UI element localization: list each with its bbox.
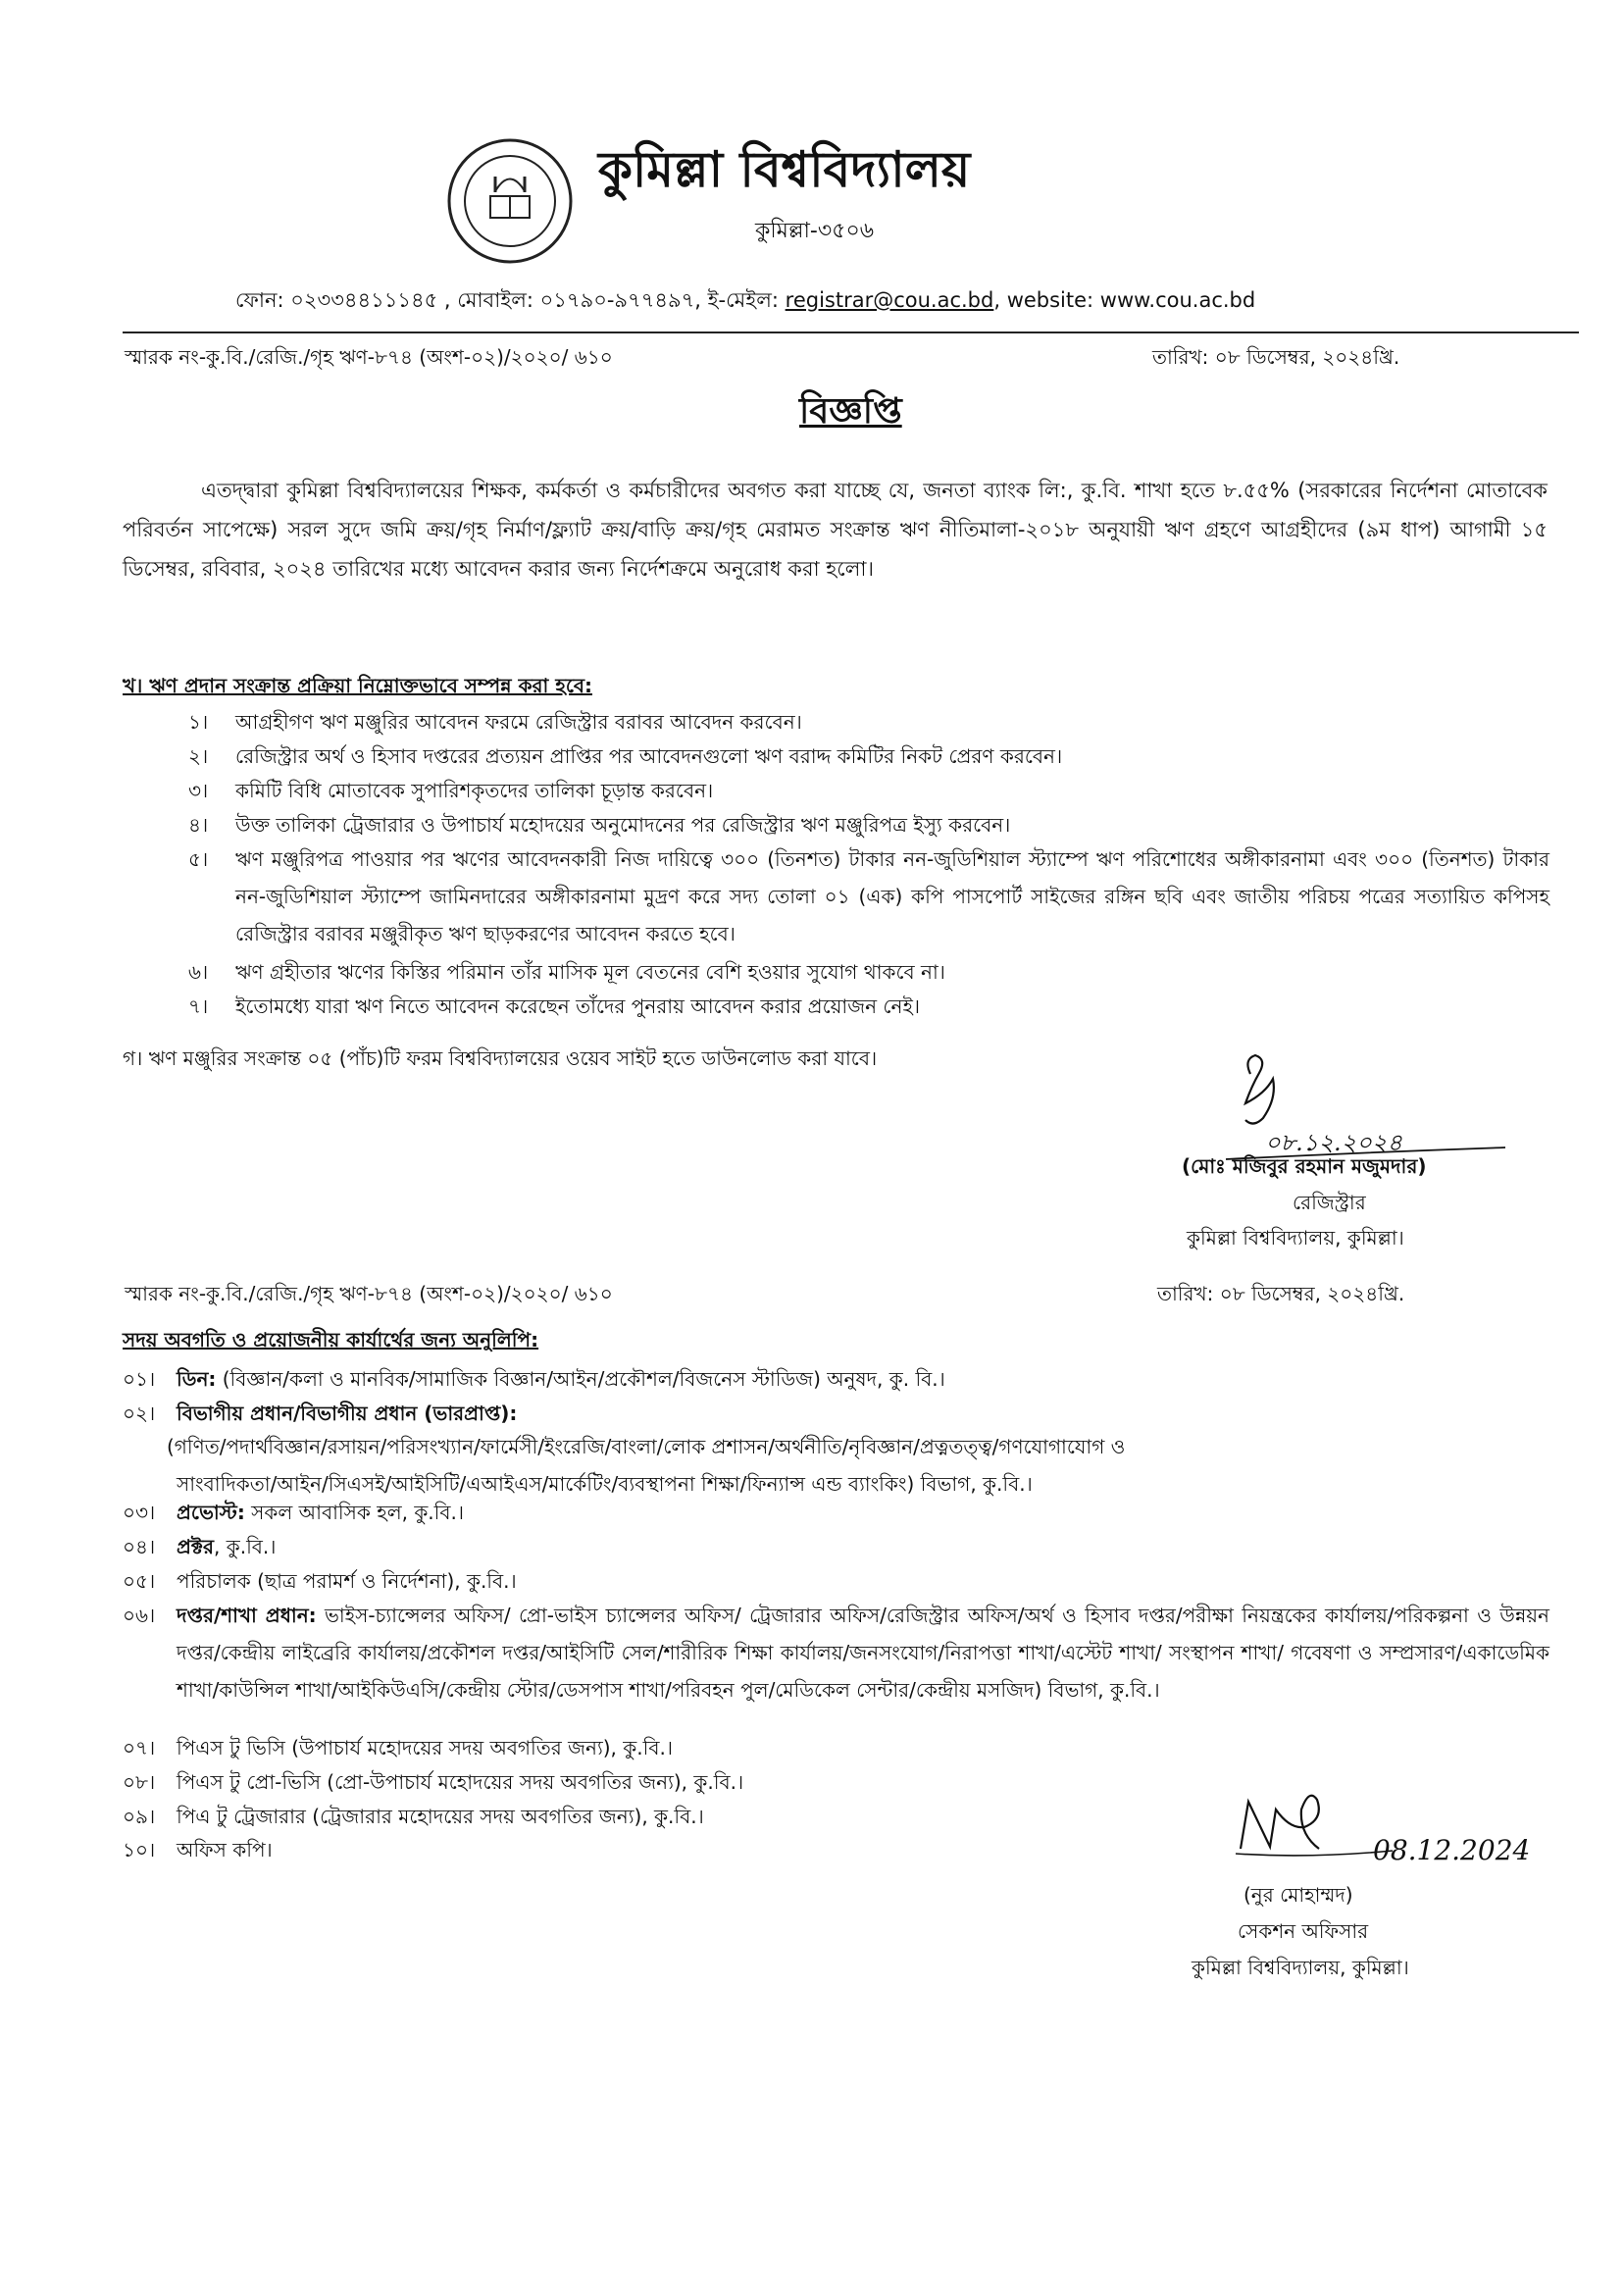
registrar-signature-date: ০৮.১২.২০২৪ — [1265, 1129, 1403, 1156]
kha-num-7: ৭। — [188, 994, 209, 1018]
registrar-title: রেজিস্ট্রার — [1293, 1191, 1366, 1214]
intro-paragraph: এতদ্দ্বারা কুমিল্লা বিশ্ববিদ্যালয়ের শিক্ষক, কর্মকর্তা ও কর্মচারীদের অবগত করা যাচ্ছে যে, জনতা ব্যাংক লি:, কু.বি. শাখা হতে ৮.৫৫% (সরকারের নির্দেশনা মোতাবেক পরিবর্তন সাপেক্ষে) সরল সুদে জমি ক্রয়/গৃহ নির্মাণ/ফ্ল্যাট ক্রয়/বাড়ি ক্রয়/গৃহ মেরামত সংক্রান্ত ঋণ নীতিমালা-২০১৮ অনুযায়ী ঋণ গ্রহণে আগ্রহীদের (৯ম ধাপ) আগামী ১৫ ডিসেম্বর, রবিবার, ২০২৪ তারিখের মধ্যে আবেদন করার জন্য নির্দেশক্রমে অনুরোধ করা হলো। — [123, 479, 1548, 581]
copy-item-3-label: প্রভোস্ট: — [177, 1501, 245, 1524]
copy-heading: সদয় অবগতি ও প্রয়োজনীয় কার্যার্থের জন্য অনুলিপি: — [123, 1328, 539, 1351]
copy-num-8: ০৮। — [123, 1770, 156, 1794]
kha-num-6: ৬। — [188, 960, 209, 984]
section-ga: গ। ঋণ মঞ্জুরির সংক্রান্ত ০৫ (পাঁচ)টি ফরম বিশ্ববিদ্যালয়ের ওয়েব সাইট হতে ডাউনলোড করা যাবে। — [123, 1046, 878, 1070]
registrar-name: (মোঃ মজিবুর রহমান মজুমদার) — [1182, 1154, 1427, 1178]
copy-num-5: ০৫। — [123, 1569, 156, 1593]
copy-item-4-label: প্রক্টর — [177, 1535, 214, 1558]
copy-num-3: ০৩। — [123, 1501, 156, 1524]
copy-item-10: অফিস কপি। — [177, 1838, 273, 1861]
kha-num-2: ২। — [188, 744, 209, 768]
copy-num-4: ০৪। — [123, 1535, 156, 1558]
section-kha-heading: খ। ঋণ প্রদান সংক্রান্ত প্রক্রিয়া নিম্নোক্তভাবে সম্পন্ন করা হবে: — [123, 674, 592, 697]
copy-item-4-text: , কু.বি.। — [214, 1535, 277, 1558]
kha-item-5: ঋণ মঞ্জুরিপত্র পাওয়ার পর ঋণের আবেদনকারী নিজ দায়িত্বে ৩০০ (তিনশত) টাকার নন-জুডিশিয়াল স্ট্যাম্পে ঋণ পরিশোধের অঙ্গীকারনামা এবং ৩০০ (তিনশত) টাকার নন-জুডিশিয়াল স্ট্যাম্পে জামিনদারের অঙ্গীকারনামা মুদ্রণ করে সদ্য তোলা ০১ (এক) কপি পাসপোর্ট সাইজের রঙ্গিন ছবি এবং জাতীয় পরিচয় পত্রের সত্যায়িত কপিসহ রেজিস্ট্রার বরাবর মঞ্জুরীকৃত ঋণ ছাড়করণের আবেদন করতে হবে। — [235, 847, 1549, 945]
copy-item-7: পিএস টু ভিসি (উপাচার্য মহোদয়ের সদয় অবগতির জন্য), কু.বি.। — [177, 1736, 673, 1759]
contact-line — [235, 286, 1255, 314]
kha-item-7: ইতোমধ্যে যারা ঋণ নিতে আবেদন করেছেন তাঁদের পুনরায় আবেদন করার প্রয়োজন নেই। — [235, 994, 921, 1018]
contact-phone: ফোন: ০২৩৩৪৪১১১৪৫ , মোবাইল: ০১৭৯০-৯৭৭৪৯৭, ই-মেইল: — [235, 288, 786, 312]
copy-item-3 — [177, 1499, 464, 1526]
copy-num-2: ০২। — [123, 1402, 156, 1425]
postal-address: কুমিল্লা-৩৫০৬ — [755, 219, 875, 243]
kha-num-5: ৫। — [188, 847, 209, 871]
memo-ref: স্মারক নং-কু.বি./রেজি./গৃহ ঋণ-৮৭৪ (অংশ-০২)/২০২০/ ৬১০ — [125, 345, 613, 369]
contact-email-link[interactable]: registrar@cou.ac.bd — [785, 288, 994, 312]
section-officer-signature-date: 08.12.2024 — [1373, 1834, 1531, 1866]
university-logo — [446, 137, 574, 265]
kha-item-6: ঋণ গ্রহীতার ঋণের কিস্তির পরিমান তাঁর মাসিক মূল বেতনের বেশি হওয়ার সুযোগ থাকবে না। — [235, 960, 945, 984]
kha-item-2: রেজিস্ট্রার অর্থ ও হিসাব দপ্তরের প্রত্যয়ন প্রাপ্তির পর আবেদনগুলো ঋণ বরাদ্দ কমিটির নিকট প্রেরণ করবেন। — [235, 744, 1063, 768]
kha-num-4: ৪। — [188, 813, 209, 837]
copy-item-5: পরিচালক (ছাত্র পরামর্শ ও নির্দেশনা), কু.বি.। — [177, 1569, 517, 1593]
copy-item-4 — [177, 1533, 276, 1560]
copy-item-9: পিএ টু ট্রেজারার (ট্রেজারার মহোদয়ের সদয় অবগতির জন্য), কু.বি.। — [177, 1805, 704, 1828]
copy-num-9: ০৯। — [123, 1805, 156, 1828]
section-officer-title: সেকশন অফিসার — [1238, 1919, 1369, 1943]
copy-item-1-text: (বিজ্ঞান/কলা ও মানবিক/সামাজিক বিজ্ঞান/আইন/প্রকৌশল/বিজনেস স্টাডিজ) অনুষদ, কু. বি.। — [216, 1367, 945, 1391]
memo2-ref: স্মারক নং-কু.বি./রেজি./গৃহ ঋণ-৮৭৪ (অংশ-০২)/২০২০/ ৬১০ — [125, 1282, 613, 1305]
memo2-date: তারিখ: ০৮ ডিসেম্বর, ২০২৪খ্রি. — [1157, 1282, 1405, 1305]
section-officer-name: (নুর মোহাম্মদ) — [1243, 1883, 1353, 1907]
memo-date: তারিখ: ০৮ ডিসেম্বর, ২০২৪খ্রি. — [1152, 345, 1400, 369]
copy-item-1-label: ডিন: — [177, 1367, 217, 1391]
copy-item-2-label: বিভাগীয় প্রধান/বিভাগীয় প্রধান (ভারপ্রাপ্ত): — [177, 1402, 518, 1425]
seal-icon — [446, 137, 574, 265]
registrar-org: কুমিল্লা বিশ্ববিদ্যালয়, কুমিল্লা। — [1187, 1226, 1404, 1249]
dept-list: (গণিত/পদার্থবিজ্ঞান/রসায়ন/পরিসংখ্যান/ফার্মেসী/ইংরেজি/বাংলা/লোক প্রশাসন/অর্থনীতি/নৃবিজ্ঞান/প্রত্নতত্ত্ব/গণযোগাযোগ ও সাংবাদিকতা/আইন/সিএসই/আইসিটি/এআইএস/মার্কেটিং/ব্যবস্থাপনা শিক্ষা/ফিন্যান্স এন্ড ব্যাংকিং) বিভাগ, কু.বি.। — [167, 1435, 1126, 1496]
kha-num-1: ১। — [188, 710, 209, 734]
notice-title: বিজ্ঞপ্তি — [799, 391, 902, 432]
copy-num-6: ০৬। — [123, 1604, 156, 1627]
copy-num-7: ০৭। — [123, 1736, 156, 1759]
copy-item-6-text: ভাইস-চ্যান্সেলর অফিস/ প্রো-ভাইস চ্যান্সেলর অফিস/ ট্রেজারার অফিস/রেজিস্ট্রার অফিস/অর্থ ও হিসাব দপ্তর/পরীক্ষা নিয়ন্ত্রকের কার্যালয়/পরিকল্পনা ও উন্নয়ন দপ্তর/কেন্দ্রীয় লাইব্রেরি কার্যালয়/প্রকৌশল দপ্তর/আইসিটি সেল/শারীরিক শিক্ষা কার্যালয়/জনসংযোগ/নিরাপত্তা শাখা/এস্টেট শাখা/ সংস্থাপন শাখা/ গবেষণা ও সম্প্রসারণ/একাডেমিক শাখা/কাউন্সিল শাখা/আইকিউএসি/কেন্দ্রীয় স্টোর/ডেসপাস শাখা/পরিবহন পুল/মেডিকেল সেন্টার/কেন্দ্রীয় মসজিদ) বিভাগ, কু.বি.। — [177, 1604, 1549, 1702]
copy-item-6-label: দপ্তর/শাখা প্রধান: — [177, 1604, 317, 1627]
copy-num-1: ০১। — [123, 1367, 156, 1391]
copy-item-6 — [177, 1597, 1549, 1708]
copy-num-10: ১০। — [123, 1838, 156, 1861]
contact-website: , website: www.cou.ac.bd — [993, 288, 1256, 312]
copy-item-3-text: সকল আবাসিক হল, কু.বি.। — [244, 1501, 465, 1524]
kha-num-3: ৩। — [188, 779, 209, 802]
kha-item-1: আগ্রহীগণ ঋণ মঞ্জুরির আবেদন ফরমে রেজিস্ট্রার বরাবর আবেদন করবেন। — [235, 710, 802, 734]
copy-item-8: পিএস টু প্রো-ভিসি (প্রো-উপাচার্য মহোদয়ের সদয় অবগতির জন্য), কু.বি.। — [177, 1770, 744, 1794]
section-officer-org: কুমিল্লা বিশ্ববিদ্যালয়, কুমিল্লা। — [1192, 1956, 1409, 1979]
header-divider — [123, 331, 1579, 333]
copy-item-1 — [177, 1365, 945, 1393]
kha-item-3: কমিটি বিধি মোতাবেক সুপারিশকৃতদের তালিকা চূড়ান্ত করবেন। — [235, 779, 714, 802]
university-name: কুমিল্লা বিশ্ববিদ্যালয় — [598, 140, 971, 198]
kha-item-4: উক্ত তালিকা ট্রেজারার ও উপাচার্য মহোদয়ের অনুমোদনের পর রেজিস্ট্রার ঋণ মঞ্জুরিপত্র ইস্যু করবেন। — [235, 813, 1011, 837]
